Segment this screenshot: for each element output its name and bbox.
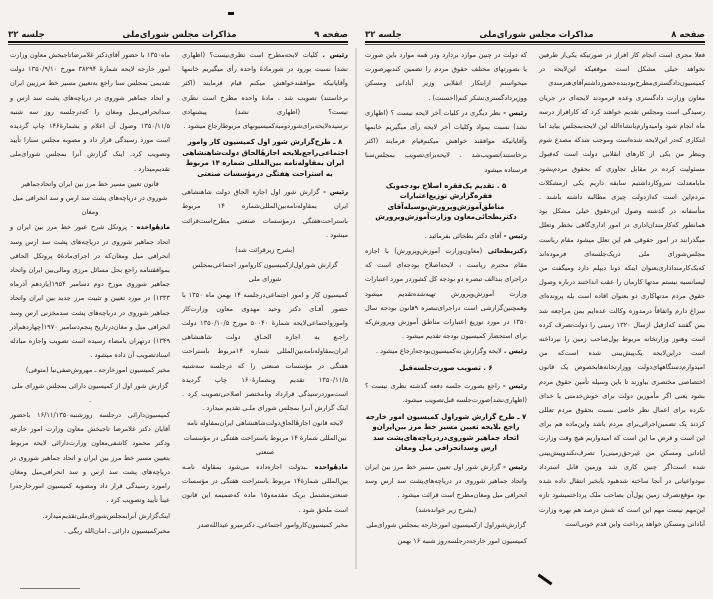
speaker-name: مادهٔواحده bbox=[314, 463, 348, 472]
centered-text: گزارش شوراول‌ازکمیسیون کاروامور اجتماعی‌بمجلس شورای ملی bbox=[192, 261, 338, 284]
speaker-name: رئیس - bbox=[503, 462, 527, 471]
paragraph-text: که دولت در چنین موارد بردارد ودر همه موارد باین صورت یا بصورتهای مختلف حقوق مردم را تضمین کندبهرصورت میخواستم ازابتکار انقلابی وزیر آبادانی ومسکن ووزیردادگستری‌تشکر کنم(احسنت) . bbox=[365, 51, 527, 102]
left-page-header bbox=[8, 26, 348, 40]
paragraph bbox=[182, 518, 348, 532]
paragraph bbox=[10, 509, 170, 523]
section-heading: ۸ ـ طرح‌گزارش شور اول کمیسیون کار وامور اجتماعی‌راجع‌بلایحه اجازهٔالحاق دولت‌شاهنشاهی ایران بمقاوله‌نامه بین‌المللی شماره ۱۴ مربوط به استراحت هفتگی درمؤسسات صنعتی bbox=[182, 138, 348, 178]
paragraph bbox=[365, 344, 527, 358]
session-number: جلسه ۳۲ bbox=[365, 30, 402, 40]
paragraph-text: مخبرکمیسیون دارائی ـ امان‌الله ریگی . bbox=[63, 526, 170, 535]
speaker-name: رئیس - bbox=[503, 231, 527, 240]
paragraph bbox=[10, 363, 170, 377]
header-rule bbox=[8, 41, 348, 43]
right-page-column-right bbox=[539, 48, 705, 532]
paragraph bbox=[365, 229, 527, 243]
header-rule-thin bbox=[365, 44, 705, 45]
paragraph-text: مخبر کمیسیون‌کاروامور اجتماعی‌ـ دکترمیرو عبدالله‌صدر bbox=[197, 520, 348, 529]
right-page bbox=[357, 0, 713, 599]
paragraph bbox=[365, 379, 527, 407]
speaker-name: رئیس - bbox=[323, 188, 348, 197]
paragraph bbox=[365, 244, 527, 343]
section-heading: ۶ . تصویب صورت‌جلسه‌قبل bbox=[399, 363, 493, 372]
header-rule-thin bbox=[8, 44, 348, 45]
paragraph bbox=[182, 185, 348, 242]
paragraph bbox=[10, 524, 170, 538]
paragraph-text: ـبدولت اجازه‌داده می‌شود بمقاوله نامـه بین‌المللی شمارهٔ۱۴ مربوط باستراحت هفتگی در مؤسسات صنعتی‌مشتمل بریک مقدمه‌و۱۵ ماده که‌ضمیمه این قانون است ملحق شود . bbox=[182, 463, 349, 514]
session-number: جلسه ۳۲ bbox=[8, 30, 45, 40]
paragraph bbox=[365, 106, 527, 177]
ink-mark bbox=[538, 574, 553, 586]
section-heading: ۷ ـ طرح گزارش شوراول کمیسیون امور خارجه راجع بلایحه تعیین مسیر خط مرز بین‌ایران‌و اتحاد جماهیر شوروی‌دردریاچه‌های‌پشت سد ارس وسدانحرافی میل ومغان bbox=[365, 412, 527, 453]
paragraph bbox=[182, 460, 348, 517]
paragraph-text: کمیسیون‌دارائی درجلسه روزشنبه۱۶/۱۱/۱۳۵۰ باحضور آقایان دکتر غلامرضا تاجبخش معاون وزارت امور خارجه ودکتر محمود کاشفی‌معاون وزارت‌دارائی لایحه مربوط بتعیین مسیر خط مرز بین ایران و اتحاد جماهیر شوروی در دریاچه‌های پشت سد ارس و سد انحرافی‌میل ومغان رامورد رسیدگی قرار داد ومصوبه کمیسیون امورخارجه‌را عیناً تأیید وتصویب کرد . bbox=[10, 411, 171, 505]
paragraph-text: فعلا مجری است انجام کار افراز در صورتیکه یکی‌از طرفین نخواهد خیلی مشکل است موقعیکه این‌لایحه در کمیسیون‌دادگستری‌مطرح‌بودبنده‌حضورداشتم‌آقای‌هنرمندی معاون وزارت دادگستری وعده فرمودند لایحه‌ای در جریان رسیدگی است ومجلس تقدیم خواهند کرد که کارافراز درسه ماه انجام شود وامیدوارم‌بانشاءالله این لایحه‌بمجلس بیاید اما ابتکاری که‌در این‌لایحه شده‌است وموجب شدکه مصدع شوم وبنظر من یکی از کارهای انقلابی دولت است که‌قبول مسئولیت کرده در مقابل تجاوزی که بحقوق مردم‌بشود مابامعدلت سروکارداشتیم سابقه داریم یکی ازمشکلات مردم‌این است که‌ازدولت چیزی مطالبه داشته باشند . متأسفانه در گذشته وصول این‌حقوق خیلی مشکل بود همانطور که‌کارمندان‌اداری در امور اداری‌گاهی بخطر وتعلل میگذرانند در امور حقوقی هم این تعلل میشود مقام ریاست مجلس‌شورای ملی دریک‌جلسه‌ای فرموده‌اند که‌یک‌کارمنداداری‌بعنوان اینکه دونا دیپلم دارد ومیگفت من لیسانسیه نیستم مدتها کارمان را عقب انداختند درباره وصول حقوق مردم مدتهاکاری دو بعنوان اقاده است بله پرونده‌ای سراغ دارم واتفاقاً درمدوره وکالت عده‌ایم بمن مراجعه شد بمن گفتند که‌ازقبل ازسال ۱۳۲۰ زمینی را دولت‌تصرف کرده است وهنوز وزارتخانه مربوط پول‌صاحب زمین را نپرداخته است دراین‌لایحه یک‌پیش‌بینی شده است‌که من امیدوارم‌دستگاههای‌دولت ووزارتخانه‌هابخصوص یک قانون اختصاصی مختصری بیاورند تا باین وسیله تأمین حقوق مردم بشود یعنی اگر مأمورین دولت برای خوش‌خدمتی یا خدای نکرده برای اعمال نظر خاصی نسبت بحقوق مردم تعللی کردند یک تضمین‌اجرائی‌برای مردم باشد واین‌ماده هم برای این است و فرض ما این است که امیدواریم هیچ وقت وزارت آبادانی ومسکن من غیرحق‌زمینی‌را تصرف‌نکندو‌پیش‌بینی شده است‌اگر چنین کاری شد وزمین قابل استرداد نبودواعیانی در آنجا ساخته شدهبود یابخبر انتقال داده شده بود موقع‌تصرف زمین پول‌آن بصاحب ملک پرداختمیشود تازه این‌مهم نیست مهم این است که شش درصد هم بهره وزارت آبادانی ومسکن خواهد پرداخت واین قدم خوبی‌است bbox=[539, 51, 705, 528]
paragraph-text: راجع بصورت جلسه دفعه گذشته نظری نیست ؟ (اظهاری‌نشد)صورت‌جلسه قبل‌تصویب میشود. bbox=[365, 382, 527, 405]
paragraph-text: آقای دکتر بطحائی بفرمائید . bbox=[424, 231, 502, 240]
ink-mark bbox=[228, 12, 234, 15]
paragraph-text: مخبر کمیسیون امورخارجه ـ مهروش‌صفی‌نیا (متوفی) bbox=[25, 366, 170, 375]
paragraph bbox=[365, 48, 527, 105]
running-title: مذاکرات مجلس شورای‌ملی bbox=[479, 30, 594, 40]
page-number: صفحه ۹ bbox=[314, 30, 348, 40]
speaker-name: مادهٔواحده bbox=[136, 223, 170, 232]
paragraph bbox=[10, 220, 170, 362]
paragraph-text: کمیسیون کار و امور اجتماعی‌درجلسه ۱۴ بهمن ماه ۱۳۵۰ با حضور آقـای دکتر وحید مهدوی معاون وزارت‌کار وامورواجتماعی‌لایحه شمارهٔ ۵۰۰۴۰ مورخ ۱۳۵۰/۱۰/۵ دولت راجـع به اجازه الحـاق دولت شاهنشاهی ایران‌بمقاوله‌نامه‌بین‌المللی شماره ۱۴مربوط باستراحت هفتگی در مؤسسات صنعتی را که درجلسه سه‌شنبه ۱۳۵۰/۱۱/۵ تقدیم وبشمارهٔ۱۶۰ چاپ گردیده است‌موردرسیدگی قرارداد وبامختصر اصلاحی‌تصویب کرد . اینک گزارش آنـرا بمجلس شورای ملـی تقدیم میدارد . bbox=[182, 290, 348, 413]
paragraph-text: - پروتکل شرح عبور خط مرز بین ایران و اتحاد جماهیر شوروی در دریاچه‌های پشت سد ارس وسد انحرافی میل ومغان‌که در اجرای‌مادهٔ۵ پروتکل الحاقی بموافقتنامه راجع بحل مسائل مرزی ومالی‌بین ایران واتحاد جماهیر شوروی مورخ دوم دسامبر ۱۹۵۴(یازدهم آذرماه ۱۳۳۳) در مورد تعیین و تثبیت مرز جدید بین ایران واتحاد جماهیر شوروی در دریاچه‌های پشت سدمخزنی ارس وسد انحرافی میل و مغان‌درتاریخ پنجم‌دسامبر ۱۹۷۰(چهاردهم‌آذر ۱۳۴۹) درتهران بامضاء رسیده است تصویب واجازه مبادله اسنادتصویب آن داده میشود . bbox=[10, 223, 170, 360]
paragraph bbox=[182, 48, 348, 133]
paragraph bbox=[10, 408, 170, 507]
paragraph-text: کمیسیون امور خارجه‌درجلسه‌روز شنبه ۱۶ بهمن bbox=[397, 536, 527, 545]
speaker-name: رئیس - bbox=[503, 108, 527, 117]
left-page-column-right bbox=[182, 48, 348, 533]
bottom-rule bbox=[20, 588, 80, 589]
paragraph bbox=[10, 48, 170, 176]
page-number: صفحه ۸ bbox=[671, 30, 705, 40]
section-heading: ۵ . تقدیم یک‌فقره اصلاح بودجه‌ویک فقره‌گزارش توزیع‌اعتبارات مناطق‌آموزش‌وپرورش‌بوسیله‌آقای دکتربطحائی‌معاون وزارت‌آموزش‌وپرورش bbox=[375, 181, 517, 222]
centered-text: گزارش‌شوراول ازکمیسیون امورخارجه بمجلس شورای‌ملی bbox=[366, 521, 526, 530]
paragraph-text: (معاون‌وزارت آموزش‌وپرورش) با اجازه مقام محترم ریاست ، لایحه‌اصلاح بودجه‌ای است که دراجرای بندالف تبصره دو بودجه کل کشوردر مورد اعتبارات وزارت آموزش‌وپرورش تهیه‌شده‌تقدیم میشود وهمچنین‌گزارشی است دراجرای‌تبصره ۹قانون بودجه سال ۱۳۵۰ در مورد توزیع اعتبارات مناطق آموزش وپرورش‌که برای استحضار کمیسیون بودجه تقدیم میشود . bbox=[365, 247, 527, 341]
paragraph-text: گزارش شور اول اجازه الحاق دولت شاهنشاهی ایران بمقاوله‌نامه‌بین‌المللی‌شماره ۱۴ مربوط باستراحت‌هفتگی درمؤسسات صنعتی مطرح‌است‌قرائت میشود . bbox=[182, 188, 348, 239]
speaker-name: دکتربطحائی bbox=[487, 247, 527, 256]
paragraph bbox=[539, 48, 705, 531]
paragraph bbox=[365, 534, 527, 548]
paragraph-text: نظر دیگری در کلیات آخر لایحه نیست ؟ (اظهاری نشد) نسبت بمواد وکلیات آخر لایحه رأی میگیریم خانمها وآقایانیکه موافقند خواهش میکنم‌قیام فرمایند (اکثر برخاستند)تصویب‌شد . لایحه‌برای‌تصویب بمجلس‌سنا فرستاده میشود bbox=[365, 108, 527, 174]
left-page bbox=[0, 0, 356, 599]
speaker-name: رئیس - bbox=[502, 382, 527, 391]
paragraph-text: لایحه وگزارش به‌کمیسیون‌بودجه‌ارجاع میشود . bbox=[375, 347, 502, 356]
speaker-name: رئیس . bbox=[322, 51, 348, 59]
paragraph-text: گزارش شور اول تعیین مسیر خط مرز بین ایران واتحاد جماهیر شوروی در دریاچه‌های‌پشت سد ارس وسد انحرافی میل ومغان‌مطرح است قرائت میشود . bbox=[365, 462, 527, 499]
right-page-column-left bbox=[365, 48, 527, 549]
paragraph-text: کلیات لایحه‌مطرح است نظری‌نیست؟ (اظهاری نشد) نسبت بورود در شورمادهٔ واحده رأی میگیریم خانمها وآقایانیکه موافقندخواهش میکنم قیام فرمایند (اکثر برخاستند) تصویب شد . مادهٔ واحده مطرح است نظری نیست؟ (اظهاری نشد) پیشنهادی نرسیده‌لایحه‌برای‌شوردومبه‌کمیسیونهای مربوطارجاع میشود . bbox=[182, 51, 348, 131]
speaker-name: رئیس . bbox=[503, 347, 527, 356]
centered-text: قانون تعیین مسیر خط مرز بین ایران واتحادجماهیر شوروی در دریاچه‌های پشت سد ارس و سد انحرافی میل ومغان bbox=[12, 179, 168, 217]
running-title: مذاکرات مجلس شورای‌ملی bbox=[122, 30, 237, 40]
centered-text: (بشرح زیرقرائت شد) bbox=[235, 246, 295, 255]
centered-text: لایحه قانون اجازهٔالحاق‌دولت‌شاهنشاهی ایران‌بمقاوله نامه بین‌المللی شمارهٔ ۱۴ مربوط باستراحت هفتگی در مؤسسات صنعتی bbox=[183, 419, 347, 456]
centered-text: گزارش شور اول از کمیسیون دارائی بمجلس شورای ملی . bbox=[11, 381, 169, 404]
centered-text: (بشرح زیر خوانده‌شد) bbox=[415, 506, 477, 515]
paragraph-text: ماه۱۳۵۰ با حضور آقای‌دکتر غلامرضاتاجبخش معاون وزارت امور خارجه لایحه شمارهٔ ۳۸۲۹۴ مورخ ۱۳۵۰/۹/۱۰ دولت تقدیمی بمجلس سنا راجع به‌تعیین مسیر خط مرزبین ایران و اتحاد جماهیر شوروی در دریاچه‌های پشت سد ارس و سدانحرافی‌میل ومغان را که‌درجلسه روز سه شنبه ۱۳۵۰/۱۱/۵ وصول آن اعلام و بشمارهٔ۱۴۶ چاپ گردیده است مورد رسیدگی قرار داد و مصوبه مجلس سنارا تأیید وتصویب کرد. اینک گزارش آنرا بمجلس شورای‌ملی تقدیم‌میدارد . bbox=[10, 51, 171, 173]
paragraph bbox=[365, 460, 527, 503]
right-page-header bbox=[365, 26, 705, 40]
header-rule bbox=[365, 41, 705, 43]
paragraph-text: اینک‌گزارش آنرابمجلس‌شورای‌ملی‌تقدیم‌میدارد. bbox=[42, 511, 170, 520]
paragraph bbox=[182, 288, 348, 416]
left-page-column-left bbox=[10, 48, 170, 539]
